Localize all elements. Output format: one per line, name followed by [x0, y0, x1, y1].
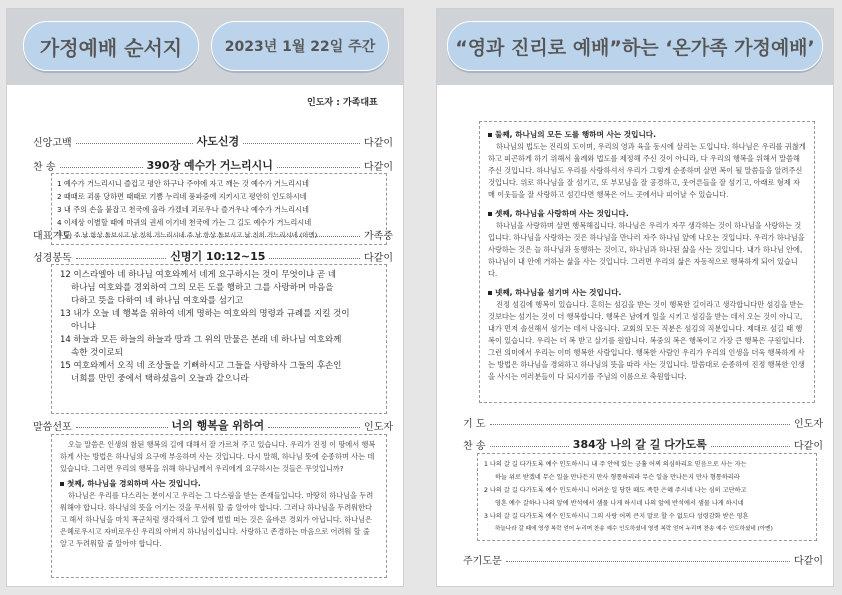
- hymn-line: 3 나의 갈 길 다가도록 예수 인도하시니 그의 사랑 어찌 큰지 말로 할 수 없도다 성령감화 받은 영혼: [484, 513, 749, 520]
- leader-dots: [60, 162, 143, 168]
- hymn-box-right: [477, 453, 817, 541]
- order-row-prayer: [33, 227, 393, 241]
- order-row-hymn: [33, 158, 393, 172]
- hymn-line: 1 예수가 거느리시니 즐겁고 평안 하구나 주야에 자고 깨는 것 예수가 거느리시네: [57, 179, 309, 188]
- order-label: 말씀선포: [33, 421, 72, 433]
- bullet-icon: [488, 133, 492, 137]
- header-band: [7, 9, 403, 85]
- hymn-line: 2 때때로 괴롬 당하면 때때로 기쁨 누리네 풍파중에 지키시고 평안히 인도하시네: [57, 192, 307, 201]
- leader-dots: [490, 441, 569, 447]
- order-right: 다같이: [364, 137, 394, 149]
- order-right: 인도자: [794, 418, 823, 430]
- order-right: 다같이: [364, 252, 393, 264]
- verse-line: 13 내가 오늘 네 행복을 위하여 네게 명하는 여호와의 명령과 규례를 지킬 것이: [60, 309, 350, 319]
- order-center: 390장 예수가 거느리시니: [146, 159, 273, 172]
- order-row-lords-prayer: [463, 552, 823, 566]
- order-center: 사도신경: [196, 135, 240, 148]
- leader-dots: [268, 422, 360, 428]
- leader-note: 인도자 : 가족대표: [307, 98, 378, 108]
- sermon-point-body: 하나님을 사랑하며 살면 행복해집니다. 하나님은 우리가 자꾸 생각하는 것이 하나님을 사랑하는 것입니다. 하나님을 사랑하는 것은 하나님을 만나러 자주 하나님 앞에 나오는 것입니다. 우리가 하나님을 사랑하는 것은 늘 하나님과 동행하는 것이고, 하나님과 하나된 삶을 사는 것입니다. 내가 하나님 안에, 하나님이 내 안에 거하는 삶을 사는 것입니다. 그러면 우리의 삶은 자동적으로 행복하게 되어 있습니다.: [488, 221, 805, 278]
- order-center: 신명기 10:12~15: [170, 250, 266, 263]
- sermon-point-heading: [60, 477, 378, 490]
- order-right: 가족중: [364, 230, 393, 242]
- order-row-creed: [33, 134, 393, 148]
- order-label: 성경봉독: [33, 252, 72, 264]
- bullet-icon: [488, 212, 492, 216]
- hymn-line: 하늘나라 갈 때에 영생 복락 얻어 누리며 찬송 예수 인도하셨네 영생 복락 얻어 누리며 찬송 예수 인도하셨네 (아멘): [495, 526, 773, 532]
- sermon-point-heading: [488, 207, 806, 220]
- hymn-line: 영혼 예수 갈하나 나의 앞에 반석에서 샘물 나게 하시네 나의 앞에 반석에서 샘물 나게 하시네: [495, 500, 744, 507]
- leader-dots: [490, 419, 791, 425]
- leader-dots: [76, 231, 360, 237]
- leader-dots: [506, 556, 790, 562]
- verse-line: 15 여호와께서 오직 네 조상들을 기뻐하시고 그들을 사랑하사 그들의 후손인: [60, 361, 342, 371]
- order-row-scripture: [33, 249, 393, 263]
- right-page: [436, 8, 834, 587]
- bulletin-title: 가정예배 순서지: [23, 21, 199, 71]
- hymn-line: 1 나의 갈 길 다가도록 예수 인도하시니 내 주 안에 있는 긍휼 어찌 의심하리요 믿음으로 사는 자는: [484, 461, 747, 468]
- sermon-point-title: 셋째, 하나님을 사랑하며 사는 것입니다.: [495, 209, 629, 218]
- sermon-point-title: 첫째, 하나님을 경외하며 사는 것입니다.: [67, 479, 201, 488]
- leader-dots: [269, 253, 360, 259]
- order-label: 대표기도: [33, 230, 72, 242]
- header-band: [437, 9, 833, 85]
- hymn-line: 3 내 주의 손을 붙잡고 천국에 올라 가겠네 괴로우나 즐거우나 예수가 거느리시네: [57, 205, 309, 214]
- scripture-box: [51, 264, 387, 414]
- verse-line: 다하고 뜻을 다하여 네 하나님 여호와를 섬기고: [71, 296, 244, 306]
- leader-dots: [277, 162, 360, 168]
- bullet-icon: [488, 291, 492, 295]
- order-right: 다같이: [794, 555, 823, 567]
- order-row-hymn-right: [463, 437, 823, 451]
- verse-line: 속한 것이로되: [71, 348, 123, 358]
- sermon-intro: 오늘 말씀은 인생의 참된 행복의 길에 대해서 잘 가르쳐 주고 있습니다. 우리가 진정 이 땅에서 행복하게 사는 방법은 하나님의 요구에 부응하며 사는 것입니다. 다시 말해, 하나님 뜻에 순종하며 사는 데 있습니다. 그러면 우리의 행복을 위해 하나님께서 우리에게 요구하시는 것들은 무엇입니까?: [60, 440, 376, 473]
- order-right: 다같이: [794, 440, 823, 452]
- hymn-line: 2 나의 갈 길 다가도록 예수 인도하시니 어려운 일 당한 때도 족한 은혜 주시네 나는 심히 고단하고: [484, 487, 747, 494]
- bulletin-date: 2023년 1월 22일 주간: [211, 21, 389, 71]
- verse-line: 너희를 만민 중에서 택하셨음이 오늘과 같으니라: [71, 374, 249, 384]
- verse-line: 하나님 여호와를 경외하여 그의 모든 도를 행하고 그를 사랑하며 마음을: [71, 283, 334, 293]
- hymn-line: 4 이세상 이별할 때에 마귀의 권세 이기네 천국에 가는 그 길도 예수가 거느리시네: [57, 218, 312, 227]
- verse-line: 12 이스라엘아 네 하나님 여호와께서 네게 요구하시는 것이 무엇이냐 곧 네: [60, 270, 336, 280]
- verse-line: 14 하늘과 모든 하늘의 하늘과 땅과 그 위의 만물은 본래 네 하나님 여호와께: [60, 335, 342, 345]
- order-right: 인도자: [364, 421, 394, 433]
- order-label: 찬 송: [463, 440, 486, 452]
- leader-dots: [243, 138, 360, 144]
- sermon-continued-box: [479, 121, 815, 403]
- sermon-point-title: 넷째, 하나님을 섬기며 사는 것입니다.: [495, 288, 622, 297]
- order-label: 신앙고백: [33, 137, 72, 149]
- verse-line: 아니냐: [71, 322, 96, 332]
- left-page: [6, 8, 404, 587]
- order-row-prayer-right: [463, 415, 823, 429]
- bullet-icon: [60, 482, 64, 486]
- order-label: 찬 송: [33, 161, 56, 173]
- order-right: 다같이: [364, 161, 393, 173]
- sermon-point-body: 하나님의 법도는 진리의 도이며, 우리의 영과 육을 동시에 살리는 도입니다. 하나님은 우리를 귀찮게 하고 피곤하게 하기 위해서 율례와 법도를 제정해 주신 것이 아니라, 다 우리의 행복을 위해서 말씀해 주신 것입니다. 하나님도 우리를 사랑하셔서 우리가 그렇게 순종하며 살면 복이 될 말씀들을 알려주신 것입니다. 위로 하나님을 잘 섬기고, 또 부모님을 잘 공경하고, 웃어른들을 잘 섬기고, 아래로 형제 자매 이웃들을 잘 사랑하고 섬긴다면 행복은 어느 곳에서나 피어날 수 있습니다.: [488, 142, 806, 199]
- bulletin-subtitle: “영과 진리로 예배”하는 ‘온가족 가정예배’: [447, 21, 823, 71]
- leader-dots: [76, 138, 193, 144]
- sermon-point-heading: [488, 286, 806, 299]
- leader-dots: [711, 441, 790, 447]
- order-label: 기 도: [463, 418, 486, 430]
- order-center: 너의 행복을 위하여: [171, 419, 265, 432]
- sermon-point-body: 하나님은 우리를 다스리는 분이시고 우리는 그 다스림을 받는 존재들입니다. 마땅히 하나님을 두려워해야 합니다. 하나님의 뜻을 어기는 것을 무서워 할 줄 알아야 합니다. 그러나 하나님을 두려워한다고 해서 하나님을 마치 폭군처럼 생각해서 그 앞에 벌벌 떠는 것은 올바른 경외가 아닙니다. 하나님은 은혜로우시고 자비로우신 우리의 아버지 하나님이십니다. 사랑하고 존경하는 마음으로 어려워 할 줄 알고 두려워할 줄 알아야 합니다.: [60, 491, 374, 548]
- sermon-box: [51, 434, 387, 578]
- sermon-point-heading: [488, 128, 806, 141]
- order-row-sermon: [33, 418, 393, 432]
- sermon-point-body: 진정 섬김에 행복이 있습니다. 흔히는 섬김을 받는 것이 행복한 길이라고 생각합니다만 섬김을 받는 것보다는 섬기는 것이 더 행복합니다. 행복은 남에게 일을 시키고 섬김을 받는 데서 오는 것이 아니고, 내가 먼저 솔선해서 섬기는 데서 나옵니다. 교회의 모든 직분은 섬김의 직분입니다. 제대로 섬길 때 행복이 있습니다. 우리는 더 복 받고 살기를 원합니다. 복중의 복은 행복이고 가장 큰 행복은 구원입니다. 그런 의미에서 우리는 이미 행복한 사람입니다. 행복한 사람인 우리가 우리의 인생을 더욱 행복하게 사는 방법은 하나님을 경외하고 하나님의 뜻을 따라 사는 것입니다. 말씀대로 순종하여 진정 행복한 인생을 사시는 여러분들이 다 되시기를 주님의 이름으로 축원합니다.: [488, 300, 805, 381]
- order-label: 주기도문: [463, 555, 502, 567]
- leader-dots: [76, 422, 168, 428]
- hymn-line: 하늘 위로 받겠네 무슨 일을 만나든지 만사 형통하리라 무슨 일을 만나든지 만사 형통하리라: [495, 474, 740, 481]
- sermon-point-title: 둘째, 하나님의 모든 도를 행하며 사는 것입니다.: [495, 130, 657, 139]
- hymn-line: 후렴) 주 날 항상 돌보시고 날 친히 거느리시네 주 날 항상 돌보시고 날 친히 거느리시네 (아멘): [57, 231, 318, 239]
- leader-dots: [76, 253, 167, 259]
- order-center: 384장 나의 갈 길 다가도록: [572, 438, 707, 451]
